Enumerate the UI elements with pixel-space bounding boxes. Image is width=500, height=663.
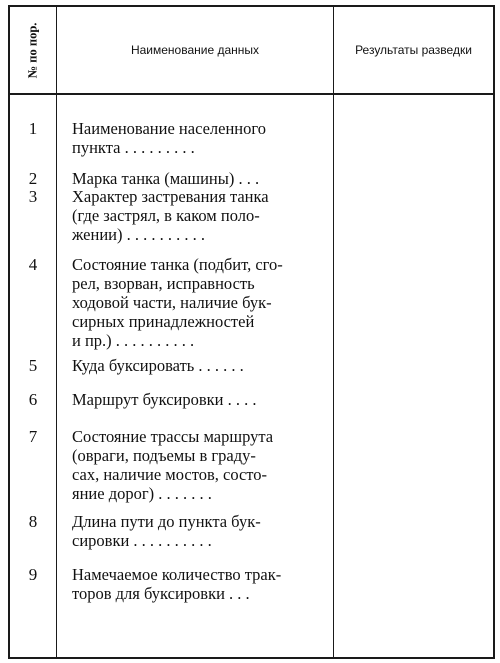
header-name-label: Наименование данных	[130, 43, 260, 57]
row-description: Намечаемое количество трак- торов для буксировки . . .	[72, 565, 282, 603]
row-number: 3	[28, 187, 38, 206]
header-number-label: № по пор.	[25, 22, 40, 78]
column-divider-result	[333, 7, 334, 657]
row-description: Марка танка (машины) . . .	[72, 169, 260, 188]
row-number: 2	[28, 169, 38, 188]
row-number: 4	[28, 255, 38, 274]
row-description: Состояние танка (подбит, сго- рел, взорван, исправность ходовой части, наличие бук- сирных принадлежностей и пр.) . . . . . . . . . .	[72, 255, 283, 350]
header-name-cell	[57, 7, 333, 93]
data-table	[8, 5, 495, 659]
header-number-cell	[10, 7, 56, 93]
row-number: 6	[28, 390, 38, 409]
row-description: Наименование населенного пункта . . . . . . . . .	[72, 119, 266, 157]
row-description: Состояние трассы маршрута (овраги, подъемы в граду- сах, наличие мостов, состо- яние дорог) . . . . . . .	[72, 427, 274, 503]
row-number: 5	[28, 356, 38, 375]
row-number: 8	[28, 512, 38, 531]
header-result-label: Результаты разведки	[355, 43, 472, 57]
header-result-cell	[334, 7, 493, 93]
row-number: 9	[28, 565, 38, 584]
row-description: Характер застревания танка (где застрял, в каком поло- жении) . . . . . . . . . .	[72, 187, 269, 244]
row-number: 1	[28, 119, 38, 138]
row-description: Куда буксировать . . . . . .	[72, 356, 244, 375]
row-description: Маршрут буксировки . . . .	[72, 390, 257, 409]
column-divider-number	[56, 7, 57, 657]
row-description: Длина пути до пункта бук- сировки . . . . . . . . . .	[72, 512, 261, 550]
row-number: 7	[28, 427, 38, 446]
header-divider	[10, 93, 493, 95]
